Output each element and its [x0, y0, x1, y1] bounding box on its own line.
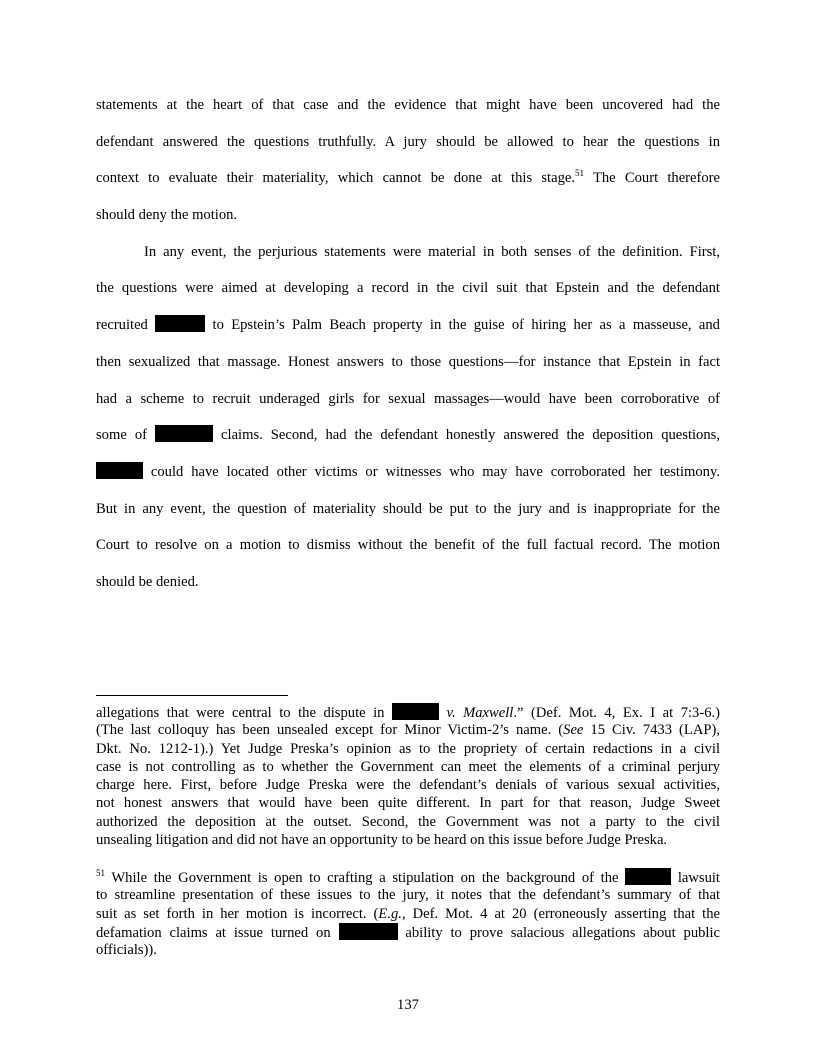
body-line-3-tail: The Court therefore — [592, 170, 721, 187]
body-line-10 — [96, 417, 720, 454]
footnote-continued — [96, 703, 720, 849]
footnote-number: 51 — [96, 868, 105, 878]
signal-italic: E.g. — [378, 905, 402, 922]
body-text — [96, 87, 720, 601]
footnote-line — [96, 905, 720, 923]
footnote-text: .” (Def. Mot. 4, Ex. I at 7:3-6.) — [513, 705, 721, 721]
body-line-10-tail: claims. Second, had the defendant honestly answered the deposition questions, — [221, 427, 720, 444]
footnote-text: allegations that were central to the dispute in — [96, 705, 385, 721]
redaction-box — [155, 315, 205, 332]
footnote-line: officials)). — [96, 942, 157, 959]
body-line-3 — [96, 160, 720, 197]
body-line-14: should be denied. — [96, 573, 199, 590]
footnote-text: While the Government is open to crafting a stipulation on the background of the — [105, 870, 619, 886]
footnote-line — [96, 721, 720, 739]
body-line-2: defendant answered the questions truthfully. A jury should be allowed to hear the questions in — [96, 133, 720, 150]
redaction-box — [96, 462, 143, 479]
footnote-divider — [96, 695, 288, 696]
redaction-box — [625, 868, 671, 885]
footnote-line — [96, 923, 720, 941]
footnote-line: authorized the deposition at the outset. Second, the Government was not a party to the civil — [96, 813, 720, 830]
body-line-6: the questions were aimed at developing a record in the civil suit that Epstein and the defendant — [96, 280, 720, 297]
footnote-text: lawsuit — [677, 870, 720, 886]
body-line-4: should deny the motion. — [96, 207, 238, 224]
footnote-line: to streamline presentation of these issues to the jury, it notes that the defendant’s summary of that — [96, 887, 720, 904]
footnote-line — [96, 868, 720, 886]
body-line-13: Court to resolve on a motion to dismiss without the benefit of the full factual record. The motion — [96, 537, 720, 554]
footnote-text: suit as set forth in her motion is incorrect. ( — [96, 905, 379, 922]
body-line-7-text: recruited — [96, 317, 148, 334]
body-line-12: But in any event, the question of materiality should be put to the jury and is inappropriate for the — [96, 500, 720, 517]
body-line-10-text: some of — [96, 427, 147, 444]
footnote-text: (The last colloquy has been unsealed except for Minor Victim-2’s name. ( — [96, 722, 564, 739]
body-line-8: then sexualized that massage. Honest answers to those questions—for instance that Epstein in fact — [96, 353, 720, 370]
footnote-text: , Def. Mot. 4 at 20 (erroneously asserting that the — [401, 905, 721, 922]
footnote-reference-51[interactable]: 51 — [575, 168, 584, 179]
body-line-7-tail: to Epstein’s Palm Beach property in the guise of hiring her as a masseuse, and — [212, 317, 720, 334]
body-line-5: In any event, the perjurious statements were material in both senses of the definition. First, — [144, 243, 720, 260]
body-line-11-text: could have located other victims or witnesses who may have corroborated her testimony. — [150, 463, 720, 480]
body-line-7 — [96, 307, 720, 344]
body-line-1: statements at the heart of that case and the evidence that might have been uncovered had the — [96, 97, 720, 113]
footnote-line: not honest answers that would have been quite different. In part for that reason, Judge Sweet — [96, 795, 720, 812]
redaction-box — [155, 425, 213, 442]
footnote-line: case is not controlling as to whether the Government can meet the elements of a criminal perjury — [96, 758, 720, 775]
footnote-line: charge here. First, before Judge Preska were the defendant’s denials of various sexual activities, — [96, 777, 720, 794]
footnote-text: ability to prove salacious allegations about public — [405, 924, 720, 941]
footnote-text: defamation claims at issue turned on — [96, 924, 331, 941]
redaction-box — [392, 703, 439, 720]
footnote-line: Dkt. No. 1212-1).) Yet Judge Preska’s opinion as to the propriety of certain redactions in a civil — [96, 740, 720, 757]
body-line-11 — [96, 454, 720, 491]
page-number: 137 — [397, 997, 419, 1013]
signal-italic: See — [563, 722, 584, 739]
footnote-line: unsealing litigation and did not have an opportunity to be heard on this issue before Judge Preska. — [96, 832, 668, 849]
footnote-text: 15 Civ. 7433 (LAP), — [583, 722, 720, 739]
case-name-italic: v. Maxwell — [446, 705, 514, 721]
body-line-9: had a scheme to recruit underaged girls for sexual massages—would have been corroborative of — [96, 390, 720, 407]
body-line-3-text: context to evaluate their materiality, which cannot be done at this stage. — [96, 170, 575, 187]
footnote-line — [96, 703, 720, 721]
redaction-box — [339, 923, 398, 940]
footnote-51 — [96, 868, 720, 959]
